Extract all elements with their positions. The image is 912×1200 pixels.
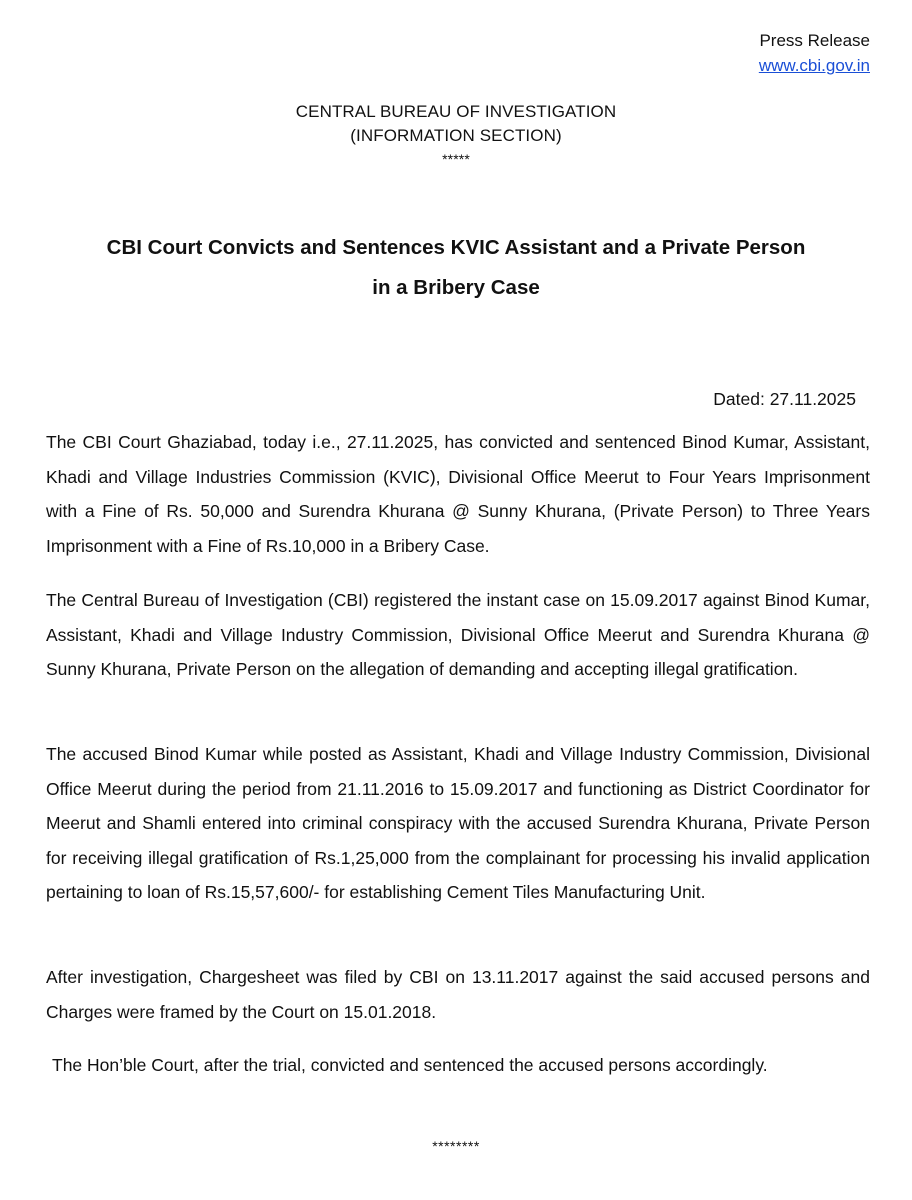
cbi-website-link[interactable]: www.cbi.gov.in (758, 56, 870, 75)
paragraph-allegation-details: The accused Binod Kumar while posted as Assistant, Khadi and Village Industry Commission, Divisional Office Meerut during the period from 21.11.2016 to 15.09.2017 and functioning as District Coordinator for Meerut and Shamli entered into criminal conspiracy with the accused Surendra Khurana, Private Person for receiving illegal gratification of Rs.1,25,000 from the complainant for processing his invalid application pertaining to loan of Rs.15,57,600/- for establishing Cement Tiles Manufacturing Unit. (46, 744, 870, 903)
press-release-header (759, 28, 870, 78)
header-separator: ***** (442, 151, 470, 167)
organization-header (0, 100, 912, 166)
headline-line-1: CBI Court Convicts and Sentences KVIC Assistant and a Private Person (106, 236, 806, 259)
release-date: Dated: 27.11.2025 (713, 389, 856, 409)
press-release-label: Press Release (759, 31, 870, 50)
headline-line-2: in a Bribery Case (372, 276, 540, 299)
footer-separator: ******** (432, 1138, 480, 1154)
paragraph-conviction: The CBI Court Ghaziabad, today i.e., 27.11.2025, has convicted and sentenced Binod Kumar, Assistant, Khadi and Village Industries Commission (KVIC), Divisional Office Meerut to Four Years Imprisonment with a Fine of Rs. 50,000 and Surendra Khurana @ Sunny Khurana, (Private Person) to Three Years Imprisonment with a Fine of Rs.10,000 in a Bribery Case. (46, 432, 870, 556)
organization-section: (INFORMATION SECTION) (350, 126, 562, 145)
paragraph-verdict: The Hon’ble Court, after the trial, convicted and sentenced the accused persons accordingly. (52, 1055, 768, 1075)
paragraph-chargesheet: After investigation, Chargesheet was filed by CBI on 13.11.2017 against the said accused persons and Charges were framed by the Court on 15.01.2018. (46, 967, 870, 1022)
organization-name: CENTRAL BUREAU OF INVESTIGATION (295, 102, 617, 121)
paragraph-registration: The Central Bureau of Investigation (CBI) registered the instant case on 15.09.2017 against Binod Kumar, Assistant, Khadi and Village Industry Commission, Divisional Office Meerut and Surendra Khurana @ Sunny Khurana, Private Person on the allegation of demanding and accepting illegal gratification. (46, 590, 870, 680)
headline (40, 228, 872, 308)
